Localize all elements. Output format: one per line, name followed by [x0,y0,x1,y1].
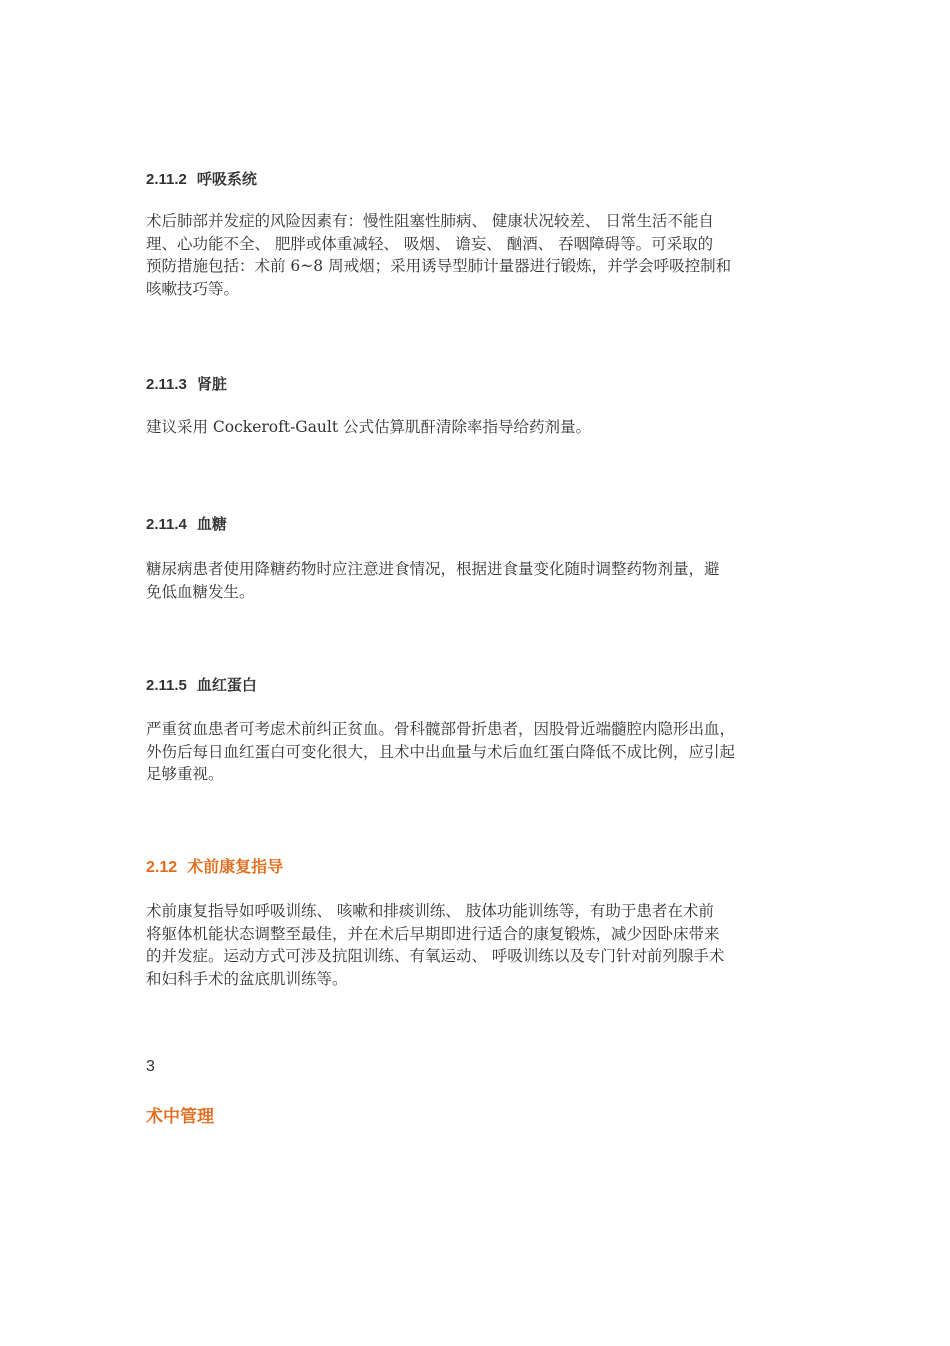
section-title: 血糖 [196,516,227,533]
section-body-respiratory [146,210,814,300]
section-body-preop-rehab [146,900,814,990]
body-line: 术前康复指导如呼吸训练、 咳嗽和排痰训练、 肢体功能训练等，有助于患者在术前 [146,902,714,920]
section-number: 2.12 [146,859,178,876]
section-number: 2.11.2 [146,171,187,188]
section-heading-blood-glucose [146,513,227,534]
section-title: 呼吸系统 [196,171,257,188]
body-line: 术后肺部并发症的风险因素有：慢性阻塞性肺病、 健康状况较差、 日常生活不能自 [146,212,714,230]
body-line: 糖尿病患者使用降糖药物时应注意进食情况，根据进食量变化随时调整药物剂量，避 [146,560,720,578]
section-title: 肾脏 [196,376,227,393]
section-body-kidney [146,416,814,439]
section-heading-preop-rehab [146,854,283,877]
section-title: 血红蛋白 [196,677,257,694]
section-number: 2.11.4 [146,516,187,533]
body-line: 将躯体机能状态调整至最佳，并在术后早期即进行适合的康复锻炼，减少因卧床带来 [146,924,720,943]
body-line: 免低血糖发生。 [146,582,255,601]
section-heading-hemoglobin [146,674,257,695]
body-line: 建议采用 Cockeroft-Gault 公式估算肌酐清除率指导给药剂量。 [146,418,592,436]
body-line: 预防措施包括：术前 6~8 周戒烟；采用诱导型肺计量器进行锻炼，并学会呼吸控制和 [146,257,732,275]
section-body-hemoglobin [146,718,814,786]
section-number: 2.11.3 [146,376,187,393]
section-heading-respiratory [146,168,257,189]
body-line: 和妇科手术的盆底肌训练等。 [146,969,348,988]
body-line: 理、心功能不全、 肥胖或体重减轻、 吸烟、 谵妄、 酗酒、 吞咽障碍等。可采取的 [146,234,714,253]
body-line: 咳嗽技巧等。 [146,279,240,298]
section-heading-kidney [146,373,227,394]
section-title: 术前康复指导 [187,859,284,876]
body-line: 外伤后每日血红蛋白可变化很大，且术中出血量与术后血红蛋白降低不成比例，应引起 [146,742,736,761]
section-number: 2.11.5 [146,677,187,694]
body-line: 严重贫血患者可考虑术前纠正贫血。骨科髋部骨折患者，因股骨近端髓腔内隐形出血， [146,720,736,738]
body-line: 足够重视。 [146,765,224,783]
body-line: 的并发症。运动方式可涉及抗阻训练、有氧运动、 呼吸训练以及专门针对前列腺手术 [146,947,725,965]
chapter-number: 3 [146,1058,155,1075]
section-body-blood-glucose [146,558,814,603]
chapter-title: 术中管理 [146,1107,214,1127]
